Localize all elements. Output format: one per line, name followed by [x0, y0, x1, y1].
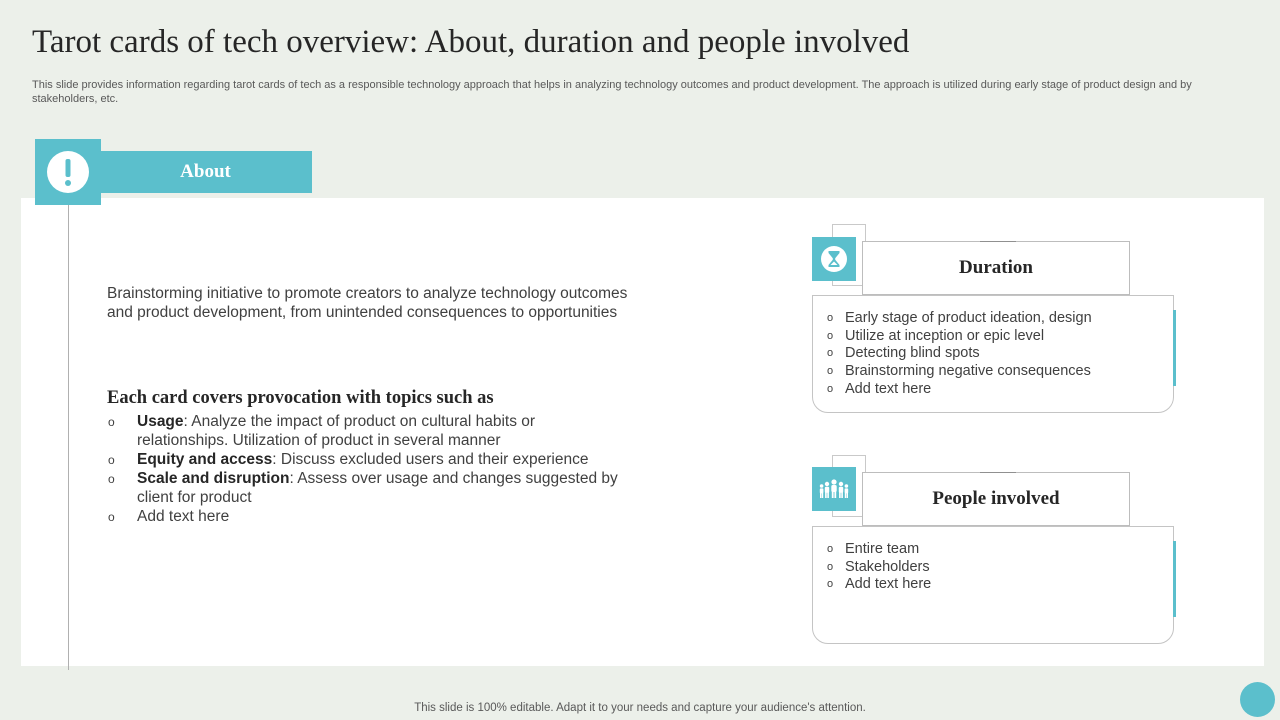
page-title: Tarot cards of tech overview: About, duration and people involved: [32, 24, 910, 60]
topic-text: : Analyze the impact of product on cultural habits or relationships. Utilization of product in several manner: [137, 413, 536, 449]
bullet-icon: o: [108, 472, 115, 486]
corner-dot: [1240, 682, 1275, 717]
list-item-text: Detecting blind spots: [845, 345, 980, 362]
people-label: People involved: [932, 488, 1060, 509]
people-list: [827, 541, 931, 594]
list-item: [107, 469, 627, 507]
page-subtitle: This slide provides information regarding tarot cards of tech as a responsible technology approach that helps in analyzing technology outcomes and product development. The approach is utilized during early stage of product design and by stakeholders, etc.: [32, 79, 1192, 105]
divider: [980, 472, 1016, 473]
duration-icon-box: [812, 237, 856, 281]
people-accent-bar: [1173, 541, 1176, 617]
list-item: [827, 541, 931, 559]
bullet-icon: o: [827, 560, 834, 573]
bullet-icon: o: [827, 329, 834, 342]
list-item: [107, 450, 627, 469]
bullet-icon: o: [108, 510, 115, 524]
bullet-icon: o: [827, 312, 834, 324]
list-item: [827, 559, 931, 577]
exclamation-icon: [46, 150, 90, 194]
list-item: [107, 412, 627, 450]
topic-term: Equity and access: [137, 451, 273, 468]
list-item-text: Add text here: [845, 380, 932, 397]
duration-header: [862, 241, 1130, 295]
list-item-text: Utilize at inception or epic level: [845, 327, 1045, 344]
list-item: [827, 345, 1092, 363]
topics-heading: Each card covers provocation with topics such as: [107, 388, 494, 408]
list-item: [827, 381, 1092, 399]
bullet-icon: o: [827, 382, 834, 395]
duration-list: [827, 310, 1092, 399]
bullet-icon: o: [827, 578, 834, 591]
hourglass-icon: [820, 245, 848, 273]
topic-text: Add text here: [137, 508, 230, 525]
list-item-text: Early stage of product ideation, design: [845, 310, 1092, 326]
people-header: [862, 472, 1130, 526]
list-item: [827, 576, 931, 594]
team-icon: [819, 475, 849, 503]
list-item: [827, 328, 1092, 346]
bullet-icon: o: [827, 347, 834, 360]
divider: [980, 241, 1016, 242]
list-item-text: Brainstorming negative consequences: [845, 363, 1091, 380]
topic-text: : Discuss excluded users and their experience: [272, 451, 589, 468]
about-description: Brainstorming initiative to promote creators to analyze technology outcomes and product development, from unintended consequences to opportunities: [107, 285, 628, 321]
about-icon-box: [35, 139, 101, 205]
list-item-text: Stakeholders: [845, 558, 930, 575]
bullet-icon: o: [827, 543, 834, 555]
footer-note: This slide is 100% editable. Adapt it to your needs and capture your audience's attention.: [414, 702, 866, 714]
bullet-icon: o: [108, 415, 115, 429]
topic-text: : Assess over usage and changes suggested by client for product: [137, 470, 618, 506]
list-item-text: Add text here: [845, 576, 932, 593]
timeline-line: [68, 205, 69, 670]
about-header: [95, 151, 312, 193]
duration-label: Duration: [959, 257, 1033, 278]
bullet-icon: o: [108, 453, 115, 467]
topics-list: [107, 412, 627, 526]
list-item-text: Entire team: [845, 541, 920, 557]
people-icon-box: [812, 467, 856, 511]
topic-term: Scale and disruption: [137, 470, 290, 487]
list-item: [107, 507, 627, 526]
bullet-icon: o: [827, 365, 834, 378]
duration-accent-bar: [1173, 310, 1176, 386]
about-label: About: [180, 161, 231, 182]
list-item: [827, 310, 1092, 328]
list-item: [827, 363, 1092, 381]
topic-term: Usage: [137, 413, 184, 430]
people-list-box: [812, 526, 1174, 644]
duration-list-box: [812, 295, 1174, 413]
